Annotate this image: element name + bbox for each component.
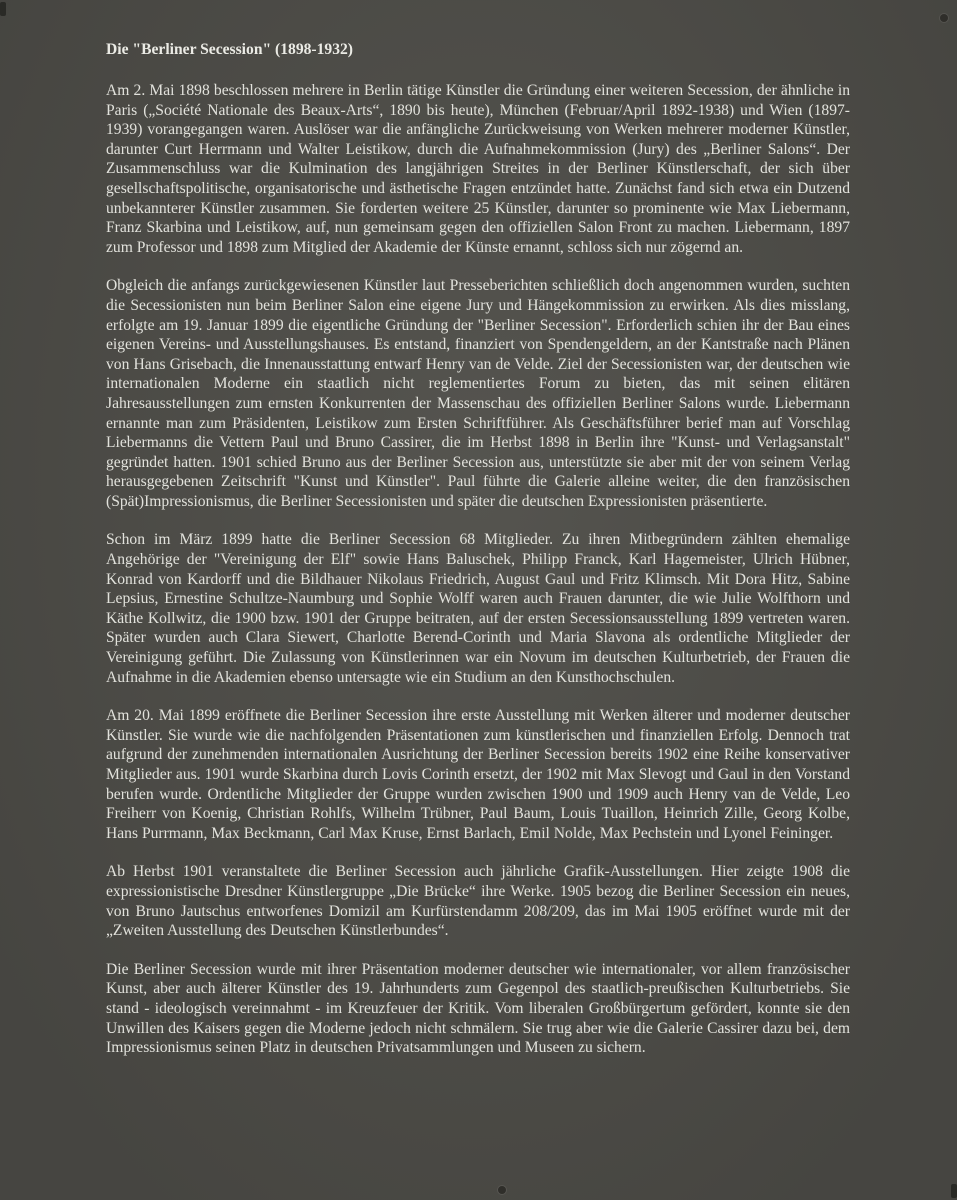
paragraph-establishment: Obgleich die anfangs zurückgewiesenen Künstler laut Presseberichten schließlich doch angenommen wurden, suchten die Secessionisten nun beim Berliner Salon eine eigene Jury und Hängekommission zu erwirken. Als dies misslang, erfolgte am 19. Januar 1899 die eigentliche Gründung der "Berliner Secession". Erforderlich schien ihr der Bau eines eigenen Vereins- und Ausstellungshauses. Es entstand, finanziert von Spendengeldern, an der Kantstraße nach Plänen von Hans Grisebach, die Innenausstattung entwarf Henry van de Velde. Ziel der Secessionisten war, der deutschen wie internationalen Moderne ein staatlich nicht reglementiertes Forum zu bieten, das mit seinen elitären Jahresausstellungen zum ernsten Konkurrenten der Massenschau des offiziellen Berliner Salons wurde. Liebermann ernannte man zum Präsidenten, Leistikow zum Ersten Schriftführer. Als Geschäftsführer berief man auf Vorschlag Liebermanns die Vettern Paul und Bruno Cassirer, die im Herbst 1898 in Berlin ihre "Kunst- und Verlagsanstalt" gegründet hatten. 1901 schied Bruno aus der Berliner Secession aus, unterstützte sie aber mit der von seinem Verlag herausgegebenen Zeitschrift "Kunst und Künstler". Paul führte die Galerie alleine weiter, die den französischen (Spät)Impressionismus, die Berliner Secessionisten und später die deutschen Expressionisten präsentierte. <box>106 277 850 510</box>
paragraph-first-exhibition: Am 20. Mai 1899 eröffnete die Berliner Secession ihre erste Ausstellung mit Werken älterer und moderner deutscher Künstler. Sie wurde wie die nachfolgenden Präsentationen zum künstlerischen und finanziellen Erfolg. Dennoch trat aufgrund der zunehmenden internationalen Ausrichtung der Berliner Secession bereits 1902 eine Reihe konservativer Mitglieder aus. 1901 wurde Skarbina durch Lovis Corinth ersetzt, der 1902 mit Max Slevogt und Gaul in den Vorstand berufen wurde. Ordentliche Mitglieder der Gruppe wurden zwischen 1900 und 1909 auch Henry van de Velde, Leo Freiherr von Koenig, Christian Rohlfs, Wilhelm Trübner, Paul Baum, Louis Tuaillon, Heinrich Zille, Georg Kolbe, Hans Purrmann, Max Beckmann, Carl Max Kruse, Ernst Barlach, Emil Nolde, Max Pechstein und Lyonel Feininger. <box>106 707 850 842</box>
page-title: Die "Berliner Secession" (1898-1932) <box>106 41 353 58</box>
corner-mark-icon <box>951 1184 957 1198</box>
bottom-screw-icon <box>498 1186 506 1194</box>
paragraph-graphic-exhibitions: Ab Herbst 1901 veranstaltete die Berliner Secession auch jährliche Grafik-Ausstellungen. Hier zeigte 1908 die expressionistische Dresdner Künstlergruppe „Die Brücke“ ihre Werke. 1905 bezog die Berliner Secession ein neues, von Bruno Jautschus entworfenes Domizil am Kurfürstendamm 208/209, das im Mai 1905 eröffnet wurde mit der „Zweiten Ausstellung des Deutschen Künstlerbundes“. <box>106 863 850 940</box>
corner-screw-icon <box>940 14 948 22</box>
paragraph-members: Schon im März 1899 hatte die Berliner Secession 68 Mitglieder. Zu ihren Mitbegründern zählten ehemalige Angehörige der "Vereinigung der Elf" sowie Hans Baluschek, Philipp Franck, Karl Hagemeister, Ulrich Hübner, Konrad von Kardorff und die Bildhauer Nikolaus Friedrich, August Gaul und Fritz Klimsch. Mit Dora Hitz, Sabine Lepsius, Ernestine Schultze-Naumburg und Sophie Wolff waren auch Frauen darunter, die wie Julie Wolfthorn und Käthe Kollwitz, die 1900 bzw. 1901 der Gruppe beitraten, auf der ersten Secessionsausstellung 1899 vertreten waren. Später wurden auch Clara Siewert, Charlotte Berend-Corinth und Maria Slavona als ordentliche Mitglieder der Vereinigung geführt. Die Zulassung von Künstlerinnen war ein Novum im deutschen Kulturbetrieb, der Frauen die Aufnahme in die Akademien ebenso untersagte wie ein Studium an den Kunsthochschulen. <box>106 531 850 686</box>
text-block <box>106 40 850 1077</box>
paragraph-significance: Die Berliner Secession wurde mit ihrer Präsentation moderner deutscher wie internationaler, vor allem französischer Kunst, aber auch älterer Künstler des 19. Jahrhunderts zum Gegenpol des staatlich-preußischen Kulturbetriebs. Sie stand - ideologisch vereinnahmt - im Kreuzfeuer der Kritik. Vom liberalen Großbürgertum gefördert, konnte sie den Unwillen des Kaisers gegen die Moderne jedoch nicht schmälern. Sie trug aber wie die Galerie Cassirer dazu bei, dem Impressionismus seinen Platz in deutschen Privatsammlungen und Museen zu sichern. <box>106 960 850 1057</box>
paragraph-founding: Am 2. Mai 1898 beschlossen mehrere in Berlin tätige Künstler die Gründung einer weiteren Secession, der ähnliche in Paris („Société Nationale des Beaux-Arts“, 1890 bis heute), München (Februar/April 1892-1938) und Wien (1897-1939) vorangegangen waren. Auslöser war die anfängliche Zurückweisung von Werken mehrerer moderner Künstler, darunter Curt Herrmann und Walter Leistikow, durch die Aufnahmekommission (Jury) des „Berliner Salons“. Der Zusammenschluss war die Kulmination des langjährigen Streites in der Berliner Künstlerschaft, der sich über gesellschaftspolitische, organisatorische und ästhetische Fragen entzündet hatte. Zunächst fand sich etwa ein Dutzend unbekannterer Künstler zusammen. Sie forderten weitere 25 Künstler, darunter so prominente wie Max Liebermann, Franz Skarbina und Leistikow, auf, nun gemeinsam gegen den offiziellen Salon Front zu machen. Liebermann, 1897 zum Professor und 1898 zum Mitglied der Akademie der Künste ernannt, schloss sich nur zögernd an. <box>106 82 850 256</box>
corner-mark-icon <box>0 2 6 16</box>
